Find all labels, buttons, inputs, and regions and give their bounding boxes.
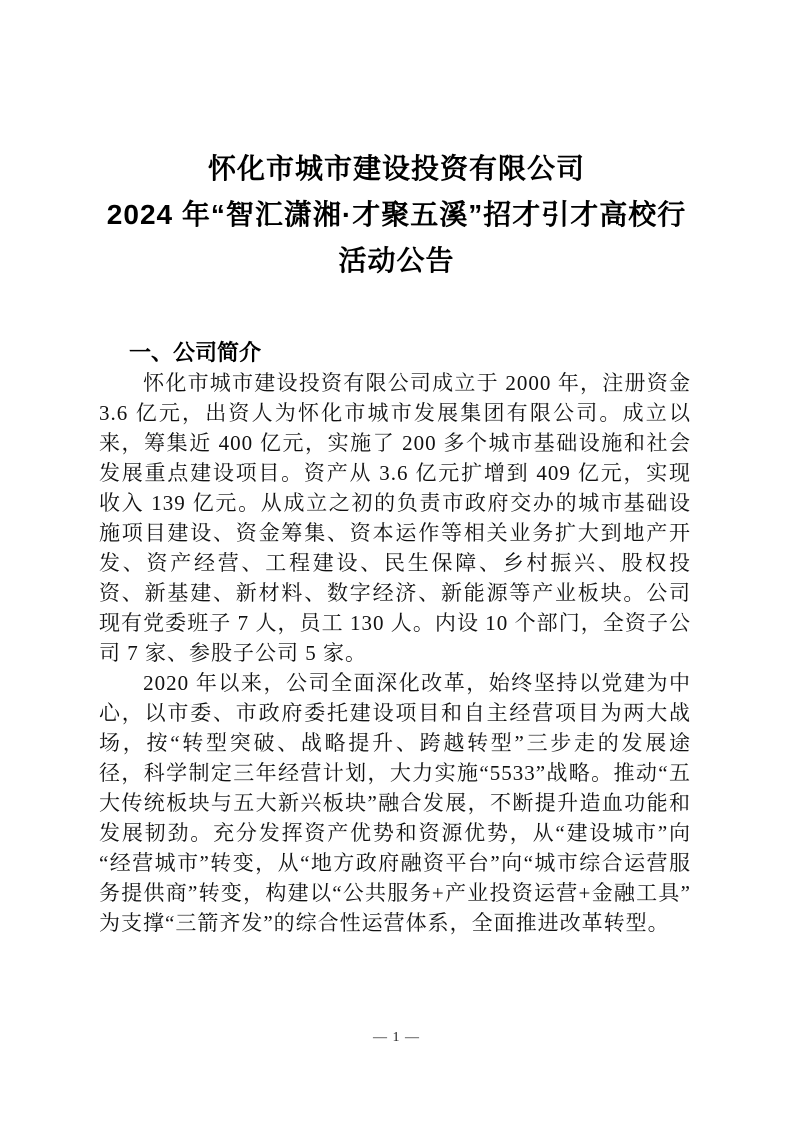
title-line-3: 活动公告 <box>338 245 455 276</box>
section-heading-company-intro: 一、公司简介 <box>129 340 262 365</box>
title-line-1: 怀化市城市建设投资有限公司 <box>207 153 585 184</box>
page-number: — 1 — <box>373 1030 420 1045</box>
section-content <box>99 368 691 938</box>
title-line-2: 2024 年“智汇潇湘·才聚五溪”招才引才高校行 <box>106 199 687 230</box>
paragraph-company-reform: 2020 年以来，公司全面深化改革，始终坚持以党建为中心，以市委、市政府委托建设项目和自主经营项目为两大战场，按“转型突破、战略提升、跨越转型”三步走的发展途径，科学制定三年经营计划，大力实施“5533”战略。推动“五大传统板块与五大新兴板块”融合发展，不断提升造血功能和发展韧劲。充分发挥资产优势和资源优势，从“建设城市”向“经营城市”转变，从“地方政府融资平台”向“城市综合运营服务提供商”转变，构建以“公共服务+产业投资运营+金融工具”为支撑“三箭齐发”的综合性运营体系，全面推进改革转型。 <box>99 671 691 935</box>
paragraph-company-history: 怀化市城市建设投资有限公司成立于 2000 年，注册资金 3.6 亿元，出资人为怀化市城市发展集团有限公司。成立以来，筹集近 400 亿元，实施了 200 多个城市基础设施和社会发展重点建设项目。资产从 3.6 亿元扩增到 409 亿元，实现收入 139 亿元。从成立之初的负责市政府交办的城市基础设施项目建设、资金筹集、资本运作等相关业务扩大到地产开发、资产经营、工程建设、民生保障、乡村振兴、股权投资、新基建、新材料、数字经济、新能源等产业板块。公司现有党委班子 7 人，员工 130 人。内设 10 个部门，全资子公司 7 家、参股子公司 5 家。 <box>99 371 691 665</box>
document-title <box>0 0 793 284</box>
document-body <box>99 338 691 938</box>
page-footer <box>0 1030 793 1046</box>
